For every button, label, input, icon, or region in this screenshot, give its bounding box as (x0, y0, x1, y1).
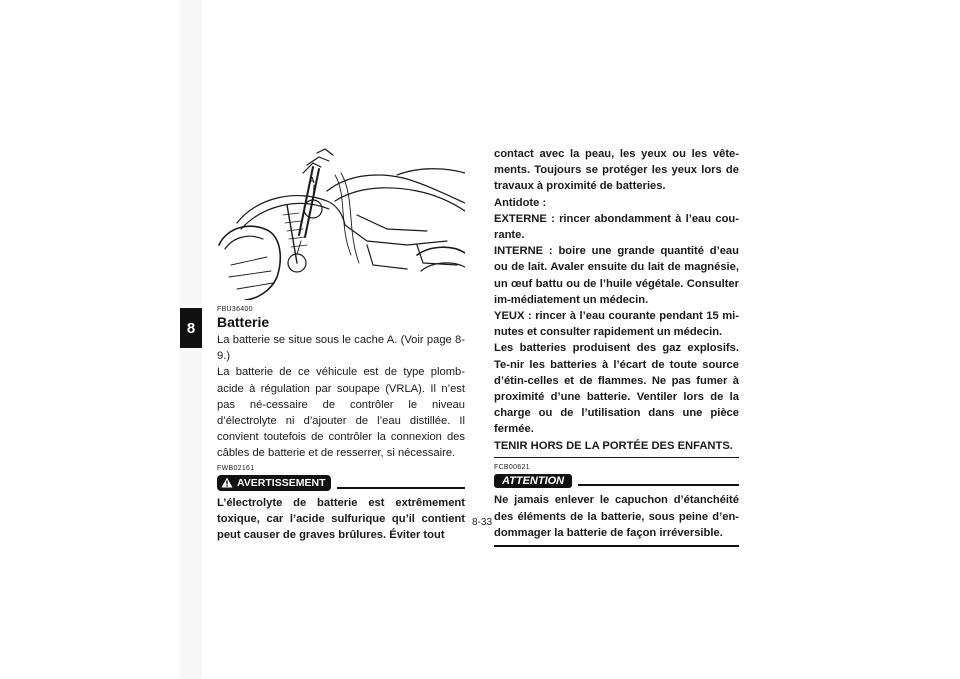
section-code: FBU36400 (217, 306, 253, 313)
chapter-tab: 8 (180, 308, 202, 348)
paragraph-location: La batterie se situe sous le cache A. (Voir page 8-9.) (217, 334, 465, 363)
section-title: Batterie (217, 314, 270, 330)
warning-end-rule (494, 457, 739, 459)
warning-text-children: TENIR HORS DE LA PORTÉE DES ENFANTS. (494, 439, 733, 452)
attention-header (494, 474, 739, 488)
warning-text-eyes: YEUX : rincer à l’eau courante pendant 15 mi-nutes et consulter rapidement un médecin. (494, 310, 739, 339)
warning-rule (337, 487, 465, 489)
attention-rule (578, 484, 739, 486)
attention-end-rule (494, 545, 739, 547)
right-column (494, 146, 739, 547)
paragraph-type: La batterie de ce véhicule est de type plomb-acide à régulation par soupape (VRLA). Il n’est pas né-cessaire de contrôler le niveau d’électrolyte ni d’ajouter de l’eau distillée. Il convient toutefois de contrôler la connexion des câbles de batterie et de resserrer, si nécessaire. (217, 366, 465, 460)
warning-text-left: L’électrolyte de batterie est extrêmement toxique, car l’acide sulfurique qu’il contient peut causer de graves brûlures. Éviter tout (217, 496, 465, 542)
warning-text-gases: Les batteries produisent des gaz explosifs. Te-nir les batteries à l’écart de toute source d’étin-celles et de flammes. Ne pas fumer à proximité d’une batterie. Ventiler lors de la charge ou de l’utilisation dans une pièce fermée. (494, 342, 739, 436)
warning-text-external: EXTERNE : rincer abondamment à l’eau cou-rante. (494, 212, 739, 242)
warning-badge (217, 475, 331, 491)
warning-triangle-icon (221, 477, 233, 488)
attention-badge: ATTENTION (494, 474, 572, 488)
warning-text-internal: INTERNE : boire une grande quantité d’eau ou de lait. Avaler ensuite du lait de magnésie, un œuf battu ou de l’huile végétale. Consulter im-médiatement un médecin. (494, 245, 739, 306)
attention-text: Ne jamais enlever le capuchon d’étanchéité des éléments de la batterie, sous peine d’en-dommager la batterie de façon irréversible. (494, 494, 739, 539)
warning-text-contact: contact avec la peau, les yeux ou les vête-ments. Toujours se protéger les yeux lors de travaux à proximité de batteries. (494, 148, 739, 193)
atv-illustration (217, 145, 465, 300)
callout-label: A (309, 176, 315, 185)
warning-code: FWB02161 (217, 464, 255, 472)
page-number: 8-33 (471, 517, 492, 528)
warning-label: AVERTISSEMENT (237, 476, 326, 489)
warning-header (217, 475, 465, 491)
warning-text-antidote: Antidote : (494, 196, 547, 209)
left-column (217, 306, 465, 543)
attention-code: FCB00621 (494, 464, 530, 472)
